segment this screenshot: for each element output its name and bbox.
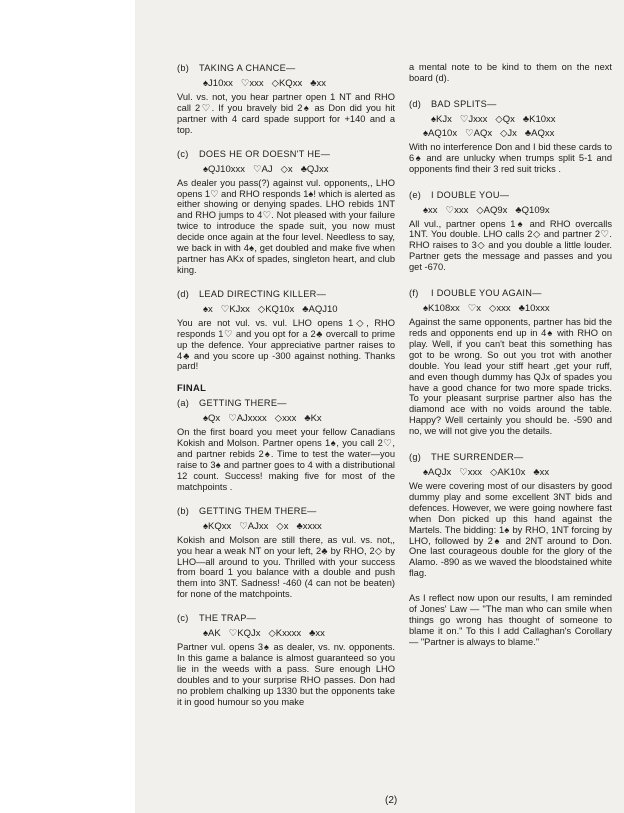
section-title: BAD SPLITS— bbox=[431, 98, 497, 109]
section-label: (b) bbox=[177, 505, 190, 516]
hearts-holding: ♡xxx bbox=[445, 204, 469, 216]
clubs-holding: ♣10xxx bbox=[518, 303, 550, 315]
hearts-holding: ♡xxx bbox=[240, 78, 264, 89]
clubs-holding: ♣QJxx bbox=[300, 163, 329, 175]
hearts-holding: ♡AJ bbox=[253, 163, 273, 175]
spades-holding: ♠AK bbox=[203, 628, 221, 640]
hearts-holding: ♡KJxx bbox=[220, 303, 250, 315]
section-label: (d) bbox=[177, 288, 190, 299]
section-text: With no interference Don and I bid these cards to 6♠ and are unlucky when trumps split 5-1 and opponents find their 3 red suit tricks . bbox=[409, 141, 612, 174]
section-label: (g) bbox=[409, 452, 422, 463]
bridge-hand bbox=[177, 628, 395, 640]
section-text: We were covering most of our disasters by good dummy play and some excellent 3NT bids and defences. However, we were going nowhere fast when Don picked up this hand against the Martels. The bidding: 1♠ by RHO, 1NT forcing by LHO, followed by 2♠ and 2NT around to Don. One last courageous double for the glory of the Alamo. -890 as we waved the bloodstained white flag. bbox=[409, 481, 612, 579]
spades-holding: ♠KQxx bbox=[203, 520, 232, 532]
diamonds-holding: ◇KQxx bbox=[271, 78, 303, 89]
hearts-holding: ♡xxx bbox=[459, 467, 483, 479]
bridge-hand bbox=[177, 164, 395, 176]
spades-holding: ♠QJ10xxx bbox=[203, 163, 246, 175]
section-text: As dealer you pass(?) against vul. opponents,, LHO opens 1♡ and RHO responds 1♠! which is alerted as either showing or denying spades. LHO rebids 1NT and RHO jumps to 4♡. Not pleased with your failure twice to introduce the spade suit, you now must decide once again at the four level. Needless to say, we back in with 4♠, get doubled and make five when partner has AKx of spades, singleton heart, and club king. bbox=[177, 177, 395, 275]
bridge-hand bbox=[177, 304, 395, 316]
section-getting-them-there bbox=[177, 505, 395, 600]
clubs-holding: ♣AQJ10 bbox=[302, 303, 338, 315]
diamonds-holding: ◇x bbox=[280, 163, 293, 175]
clubs-holding: ♣xx bbox=[310, 78, 326, 89]
section-the-trap bbox=[177, 612, 395, 707]
spades-holding: ♠K108xx bbox=[423, 303, 460, 315]
section-label: (f) bbox=[409, 288, 419, 299]
diamonds-holding: ◇KQ10x bbox=[257, 303, 295, 315]
section-title: THE SURRENDER— bbox=[431, 452, 524, 463]
diamonds-holding: ◇AQ9x bbox=[476, 204, 508, 216]
diamonds-holding: ◇Jx bbox=[500, 127, 517, 139]
clubs-holding: ♣xx bbox=[309, 628, 325, 640]
diamonds-holding: ◇xxx bbox=[274, 413, 297, 425]
section-title: THE TRAP— bbox=[199, 613, 257, 624]
section-label: (c) bbox=[177, 613, 189, 624]
clubs-holding: ♣xxxx bbox=[296, 520, 322, 532]
left-column bbox=[177, 62, 395, 708]
final-heading: FINAL bbox=[177, 382, 207, 394]
section-title: TAKING A CHANCE— bbox=[199, 63, 296, 73]
spades-holding: ♠J10xx bbox=[203, 78, 233, 89]
bridge-hand-north bbox=[409, 114, 612, 126]
diamonds-holding: ◇Qx bbox=[495, 113, 515, 125]
section-text: Vul. vs. not, you hear partner open 1 NT and RHO call 2♡. If you bravely bid 2♠ as Don did you hit partner with 4 card spade support for +140 and a top. bbox=[177, 92, 395, 135]
bridge-hand bbox=[409, 467, 612, 479]
clubs-holding: ♣AQxx bbox=[524, 127, 555, 139]
section-i-double-you-again bbox=[409, 287, 612, 437]
bridge-hand bbox=[177, 413, 395, 425]
clubs-holding: ♣K10xx bbox=[522, 113, 556, 125]
clubs-holding: ♣Q109x bbox=[515, 204, 550, 216]
hearts-holding: ♡AJxxxx bbox=[228, 413, 267, 425]
spades-holding: ♠xx bbox=[423, 204, 438, 216]
spades-holding: ♠Qx bbox=[203, 413, 221, 425]
section-title: DOES HE OR DOESN'T HE— bbox=[199, 148, 331, 159]
section-taking-a-chance bbox=[177, 62, 395, 136]
section-label: (b) bbox=[177, 63, 190, 73]
section-label: (e) bbox=[409, 189, 422, 200]
bridge-hand bbox=[409, 205, 612, 217]
diamonds-holding: ◇xxx bbox=[489, 303, 511, 315]
section-text: All vul., partner opens 1♠ and RHO overcalls 1NT. You double. LHO calls 2◇ and partner 2♡. RHO raises to 3◇ and you double a little louder. Partner gets the message and passes and you get -670. bbox=[409, 218, 612, 273]
bridge-hand-south bbox=[409, 128, 612, 140]
closing-text: As I reflect now upon our results, I am reminded of Jones' Law — "The man who can smile when things go wrong has thought of someone to blame it on." To this I add Callaghan's Corollary — "Partner is always to blame." bbox=[409, 593, 612, 647]
bridge-hand bbox=[409, 303, 612, 315]
section-title: I DOUBLE YOU— bbox=[431, 189, 510, 200]
diamonds-holding: ◇x bbox=[276, 520, 289, 532]
section-bad-splits bbox=[409, 98, 612, 175]
section-text: Partner vul. opens 3♠ as dealer, vs. nv. opponents. In this game a balance is almost guaranteed so you lie in the weeds with a pass. Sure enough LHO doubles and to your surprise RHO passes. Don had no problem chalking up 1330 but the opponents take it in good humour so you make bbox=[177, 642, 395, 707]
section-lead-directing bbox=[177, 288, 395, 373]
diamonds-holding: ◇Kxxxx bbox=[268, 628, 302, 640]
section-text: Against the same opponents, partner has bid the reds and opponents end up in 4♠ with RHO on play. Well, if you can't beat this something has got to be wrong. So out you trot with another double. You lead your stiff heart ,get your ruff, and even though dummy has QJx of spades you have a good chance for two more spade tricks. To your pleasant surprise partner also has the diamond ace with no voids around the table. Happy? Well certainly you should be. -590 and no, we will not give you the details. bbox=[409, 317, 612, 437]
section-text: You are not vul. vs. vul. LHO opens 1◇, RHO responds 1♡ and you opt for a 2♣ overcall to prime up the defence. Your appreciative partner raises to 4♣ and you score up -300 against nothing. Thanks pard! bbox=[177, 317, 395, 372]
clubs-holding: ♣Kx bbox=[304, 413, 322, 425]
hearts-holding: ♡x bbox=[467, 303, 482, 315]
section-label: (c) bbox=[177, 148, 189, 159]
section-title: GETTING THEM THERE— bbox=[199, 505, 317, 516]
section-title: LEAD DIRECTING KILLER— bbox=[199, 288, 327, 299]
page-number: (2) bbox=[385, 795, 398, 806]
continued-text: a mental note to be kind to them on the next board (d). bbox=[409, 62, 612, 83]
right-column bbox=[409, 62, 612, 648]
section-does-he bbox=[177, 148, 395, 276]
hearts-holding: ♡AJxx bbox=[239, 520, 269, 532]
diamonds-holding: ◇AK10x bbox=[490, 467, 526, 479]
section-label: (d) bbox=[409, 98, 422, 109]
hearts-holding: ♡AQx bbox=[465, 127, 493, 139]
clubs-holding: ♣xx bbox=[533, 467, 550, 479]
section-label: (a) bbox=[177, 398, 190, 409]
section-getting-there bbox=[177, 397, 395, 492]
section-i-double-you bbox=[409, 189, 612, 274]
spades-holding: ♠AQJx bbox=[423, 467, 452, 479]
section-text: On the first board you meet your fellow Canadians Kokish and Molson. Partner opens 1♠, you call 2♡, and partner rebids 2♠. Time to test the water—you raise to 3♠ and partner goes to 4 with a distributional 12 count. Success! making five for most of the matchpoints . bbox=[177, 427, 395, 492]
spades-holding: ♠x bbox=[203, 303, 213, 315]
bridge-hand bbox=[177, 78, 395, 90]
bridge-hand bbox=[177, 521, 395, 533]
spades-holding: ♠AQ10x bbox=[423, 127, 458, 139]
spades-holding: ♠KJx bbox=[431, 113, 452, 125]
hearts-holding: ♡KQJx bbox=[228, 628, 261, 640]
section-text: Kokish and Molson are still there, as vul. vs. not,, you hear a weak NT on your left, 2♣ by RHO, 2◇ by LHO—all around to you. Thrilled with your success from board 1 you balance with a double and push them into 3NT. Sadness! -460 (4 can not be beaten) for none of the matchpoints. bbox=[177, 534, 395, 600]
hearts-holding: ♡Jxxx bbox=[459, 113, 488, 125]
section-title: GETTING THERE— bbox=[199, 398, 287, 409]
section-the-surrender bbox=[409, 451, 612, 579]
section-title: I DOUBLE YOU AGAIN— bbox=[431, 288, 542, 299]
